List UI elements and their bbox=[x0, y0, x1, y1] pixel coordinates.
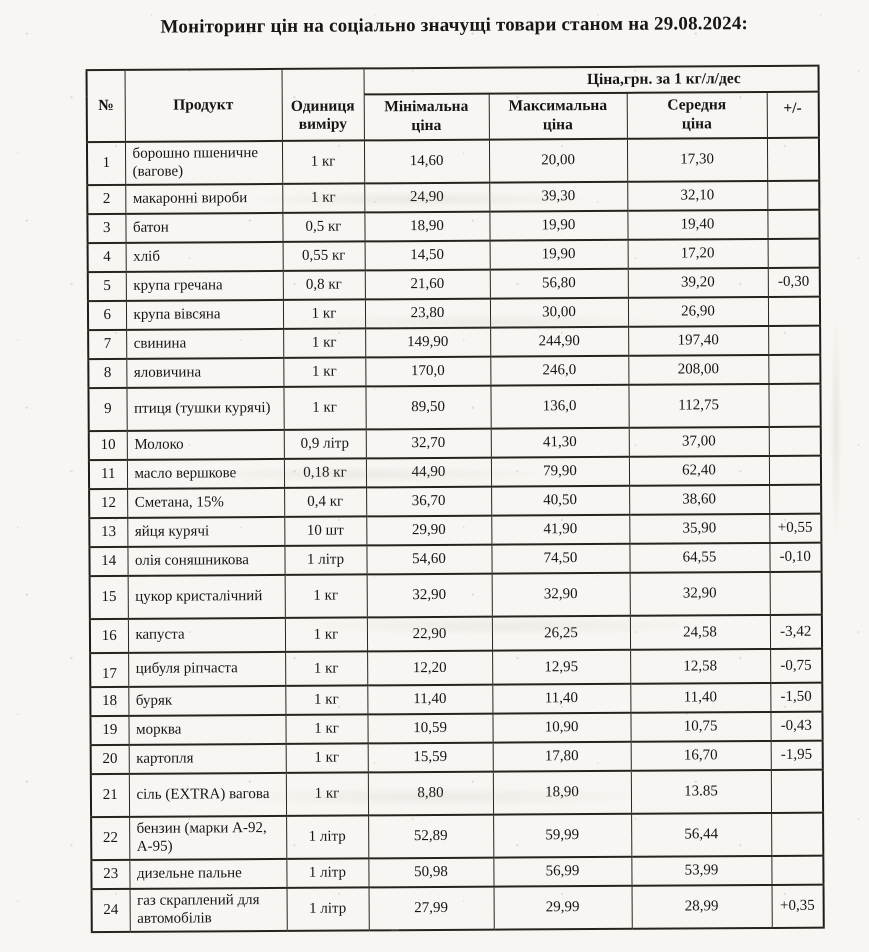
row-number: 15 bbox=[90, 576, 128, 619]
min-price: 11,40 bbox=[367, 685, 492, 715]
row-number: 3 bbox=[87, 214, 125, 243]
unit-value: 1 літр bbox=[286, 858, 368, 888]
min-price: 21,60 bbox=[365, 270, 490, 300]
row-number: 19 bbox=[90, 716, 128, 745]
avg-price: 208,00 bbox=[628, 355, 768, 385]
avg-price: 16,70 bbox=[631, 741, 771, 771]
max-price: 246,0 bbox=[490, 356, 628, 386]
max-price: 41,30 bbox=[491, 428, 629, 458]
table-row bbox=[89, 514, 821, 547]
avg-price: 38,60 bbox=[629, 485, 769, 515]
delta-value: -0,75 bbox=[770, 649, 822, 683]
product-name: макаронні вироби bbox=[125, 184, 282, 214]
unit-value: 1 кг bbox=[285, 574, 367, 618]
table-row bbox=[87, 138, 819, 185]
max-price: 30,00 bbox=[490, 298, 628, 328]
product-name: крупа гречана bbox=[126, 271, 283, 301]
delta-value bbox=[768, 384, 820, 427]
avg-price: 62,40 bbox=[629, 456, 769, 486]
product-name: масло вершкове bbox=[127, 459, 284, 489]
table-row bbox=[89, 543, 821, 576]
avg-price: 17,30 bbox=[627, 138, 767, 182]
unit-value: 1 літр bbox=[284, 545, 366, 575]
delta-value: -0,43 bbox=[770, 712, 822, 741]
max-price: 40,50 bbox=[491, 486, 629, 516]
product-name: капуста bbox=[128, 618, 285, 653]
table-row bbox=[91, 770, 823, 817]
unit-value: 1 кг bbox=[282, 183, 364, 213]
delta-value bbox=[769, 456, 821, 485]
max-price: 136,0 bbox=[490, 385, 628, 429]
delta-value bbox=[767, 181, 819, 210]
delta-value bbox=[771, 856, 823, 885]
delta-value bbox=[771, 813, 823, 856]
max-price: 32,90 bbox=[492, 573, 630, 617]
product-name: батон bbox=[125, 213, 282, 243]
max-price: 19,90 bbox=[490, 240, 628, 270]
product-name: свинина bbox=[126, 329, 283, 359]
min-price: 32,90 bbox=[367, 574, 492, 618]
min-price: 32,70 bbox=[366, 429, 491, 459]
table-row bbox=[88, 239, 820, 272]
delta-value bbox=[767, 210, 819, 239]
avg-price: 56,44 bbox=[631, 813, 771, 857]
max-price: 41,90 bbox=[491, 515, 629, 545]
unit-value: 0,9 літр bbox=[284, 429, 366, 459]
col-header-delta: +/- bbox=[767, 92, 819, 138]
min-price: 170,0 bbox=[365, 357, 490, 387]
product-name: цибуля ріпчаста bbox=[128, 652, 285, 687]
row-number: 4 bbox=[88, 243, 126, 272]
avg-price: 64,55 bbox=[629, 543, 769, 573]
min-price: 24,90 bbox=[364, 183, 489, 213]
delta-value: -3,42 bbox=[770, 615, 822, 649]
unit-value: 1 кг bbox=[283, 357, 365, 387]
product-name: сіль (EXTRA) вагова bbox=[129, 773, 286, 817]
unit-value: 1 кг bbox=[285, 651, 367, 686]
row-number: 20 bbox=[91, 745, 129, 774]
row-number: 2 bbox=[87, 185, 125, 214]
min-price: 44,90 bbox=[366, 458, 491, 488]
table-row bbox=[88, 297, 820, 330]
min-price: 36,70 bbox=[366, 487, 491, 517]
avg-price: 17,20 bbox=[628, 239, 768, 269]
avg-price: 24,58 bbox=[630, 615, 770, 650]
table-row bbox=[87, 210, 819, 243]
product-name: олія соняшникова bbox=[127, 546, 284, 576]
product-name: птиця (тушки курячі) bbox=[126, 387, 283, 431]
min-price: 23,80 bbox=[365, 299, 490, 329]
product-name: газ скраплений для автомобілів bbox=[130, 888, 287, 932]
row-number: 1 bbox=[87, 142, 125, 185]
table-row bbox=[88, 326, 820, 359]
unit-value: 1 літр bbox=[286, 815, 368, 859]
delta-value bbox=[768, 326, 820, 355]
row-number: 5 bbox=[88, 272, 126, 301]
min-price: 14,60 bbox=[364, 140, 489, 184]
avg-price: 11,40 bbox=[630, 683, 770, 713]
delta-value: -1,95 bbox=[771, 741, 823, 770]
col-header-max-price: Максимальна ціна bbox=[489, 93, 627, 140]
max-price: 79,90 bbox=[491, 457, 629, 487]
product-name: хліб bbox=[126, 242, 283, 272]
table-row bbox=[90, 572, 822, 619]
min-price: 54,60 bbox=[366, 545, 491, 575]
max-price: 20,00 bbox=[489, 139, 627, 183]
max-price: 11,40 bbox=[492, 684, 630, 714]
max-price: 39,30 bbox=[489, 182, 627, 212]
product-name: дизельне пальне bbox=[129, 859, 286, 889]
row-number: 8 bbox=[88, 359, 126, 388]
avg-price: 53,99 bbox=[631, 856, 771, 886]
unit-value: 0,8 кг bbox=[283, 270, 365, 300]
max-price: 26,25 bbox=[492, 616, 630, 651]
unit-value: 1 кг bbox=[286, 772, 368, 816]
product-name: Сметана, 15% bbox=[127, 488, 284, 518]
unit-value: 1 кг bbox=[285, 617, 367, 652]
max-price: 19,90 bbox=[489, 211, 627, 241]
max-price: 56,80 bbox=[490, 269, 628, 299]
row-number: 14 bbox=[89, 547, 127, 576]
delta-value bbox=[769, 427, 821, 456]
row-number: 18 bbox=[90, 687, 128, 716]
row-number: 16 bbox=[90, 619, 128, 653]
product-name: цукор кристалічний bbox=[128, 575, 285, 619]
table-body bbox=[87, 138, 824, 932]
table-row bbox=[89, 456, 821, 489]
min-price: 18,90 bbox=[364, 212, 489, 242]
avg-price: 19,40 bbox=[627, 210, 767, 240]
scan-artifact-dash: -- bbox=[390, 922, 399, 938]
delta-value: +0,35 bbox=[772, 885, 824, 928]
unit-value: 0,18 кг bbox=[284, 458, 366, 488]
avg-price: 35,90 bbox=[629, 514, 769, 544]
table-row bbox=[88, 268, 820, 301]
max-price: 244,90 bbox=[490, 327, 628, 357]
product-name: буряк bbox=[128, 686, 285, 716]
col-header-number: № bbox=[87, 70, 125, 142]
avg-price: 37,00 bbox=[629, 427, 769, 457]
col-header-price-group: Ціна,грн. за 1 кг/л/дес bbox=[364, 66, 819, 95]
row-number: 24 bbox=[92, 889, 130, 932]
table-header bbox=[87, 66, 819, 142]
row-number: 10 bbox=[89, 431, 127, 460]
max-price: 17,80 bbox=[493, 742, 631, 772]
min-price: 149,90 bbox=[365, 328, 490, 358]
product-name: Молоко bbox=[127, 430, 284, 460]
delta-value bbox=[769, 485, 821, 514]
unit-value: 0,4 кг bbox=[284, 487, 366, 517]
product-name: борошно пшеничне (вагове) bbox=[125, 141, 282, 185]
table-row bbox=[91, 856, 823, 889]
delta-value: +0,55 bbox=[769, 514, 821, 543]
max-price: 56,99 bbox=[493, 857, 631, 887]
delta-value bbox=[770, 572, 822, 615]
unit-value: 1 кг bbox=[285, 714, 367, 744]
min-price: 52,89 bbox=[368, 815, 493, 859]
row-number: 13 bbox=[89, 518, 127, 547]
product-name: морква bbox=[128, 715, 285, 745]
min-price: 12,20 bbox=[367, 651, 492, 686]
min-price: 10,59 bbox=[367, 714, 492, 744]
col-header-product: Продукт bbox=[125, 69, 282, 142]
table-row bbox=[92, 885, 824, 932]
unit-value: 0,55 кг bbox=[283, 241, 365, 271]
max-price: 74,50 bbox=[491, 544, 629, 574]
unit-value: 1 кг bbox=[283, 328, 365, 358]
row-number: 6 bbox=[88, 301, 126, 330]
price-monitoring-table bbox=[86, 65, 825, 933]
min-price: 8,80 bbox=[368, 772, 493, 816]
col-header-avg-price: Середня ціна bbox=[627, 92, 767, 139]
row-number: 22 bbox=[91, 817, 129, 860]
delta-value bbox=[771, 770, 823, 813]
max-price: 29,99 bbox=[494, 886, 632, 930]
delta-value bbox=[768, 297, 820, 326]
product-name: яловичина bbox=[126, 358, 283, 388]
unit-value: 1 кг bbox=[282, 140, 364, 184]
avg-price: 10,75 bbox=[630, 712, 770, 742]
table-row bbox=[90, 712, 822, 745]
table-row bbox=[90, 649, 822, 687]
row-number: 11 bbox=[89, 460, 127, 489]
product-name: крупа вівсяна bbox=[126, 300, 283, 330]
min-price: 15,59 bbox=[368, 743, 493, 773]
unit-value: 0,5 кг bbox=[282, 212, 364, 242]
delta-value: -1,50 bbox=[770, 683, 822, 712]
max-price: 59,99 bbox=[493, 814, 631, 858]
delta-value: -0,10 bbox=[769, 543, 821, 572]
unit-value: 1 кг bbox=[283, 299, 365, 329]
min-price: 27,99 bbox=[369, 887, 494, 931]
avg-price: 112,75 bbox=[628, 384, 768, 428]
delta-value: -0,30 bbox=[768, 268, 820, 297]
col-header-min-price: Мінімальна ціна bbox=[364, 94, 489, 141]
product-name: бензин (марки А-92, А-95) bbox=[129, 816, 286, 860]
avg-price: 13.85 bbox=[631, 770, 771, 814]
row-number: 17 bbox=[90, 653, 128, 687]
product-name: картопля bbox=[129, 744, 286, 774]
table-row bbox=[90, 615, 822, 653]
unit-value: 10 шт bbox=[284, 516, 366, 546]
table-row bbox=[88, 384, 820, 431]
row-number: 21 bbox=[91, 774, 129, 817]
min-price: 89,50 bbox=[365, 386, 490, 430]
avg-price: 28,99 bbox=[632, 885, 772, 929]
min-price: 14,50 bbox=[365, 241, 490, 271]
table-row bbox=[90, 683, 822, 716]
delta-value bbox=[767, 138, 819, 181]
unit-value: 1 кг bbox=[283, 386, 365, 430]
min-price: 29,90 bbox=[366, 516, 491, 546]
avg-price: 12,58 bbox=[630, 649, 770, 684]
table-row bbox=[91, 813, 823, 860]
avg-price: 26,90 bbox=[628, 297, 768, 327]
product-name: яйця курячі bbox=[127, 517, 284, 547]
table-row bbox=[91, 741, 823, 774]
unit-value: 1 літр bbox=[287, 887, 369, 931]
max-price: 12,95 bbox=[492, 650, 630, 685]
unit-value: 1 кг bbox=[286, 743, 368, 773]
table-row bbox=[88, 355, 820, 388]
avg-price: 197,40 bbox=[628, 326, 768, 356]
delta-value bbox=[768, 239, 820, 268]
avg-price: 32,90 bbox=[630, 572, 770, 616]
table-row bbox=[89, 485, 821, 518]
page-title: Моніторинг цін на соціально значущі товари станом на 29.08.2024: bbox=[160, 13, 749, 38]
row-number: 23 bbox=[91, 860, 129, 889]
row-number: 12 bbox=[89, 489, 127, 518]
unit-value: 1 кг bbox=[285, 685, 367, 715]
row-number: 9 bbox=[88, 388, 126, 431]
min-price: 50,98 bbox=[368, 858, 493, 888]
avg-price: 39,20 bbox=[628, 268, 768, 298]
table-row bbox=[89, 427, 821, 460]
avg-price: 32,10 bbox=[627, 181, 767, 211]
delta-value bbox=[768, 355, 820, 384]
max-price: 18,90 bbox=[493, 771, 631, 815]
col-header-unit: Одиниця виміру bbox=[282, 68, 364, 140]
max-price: 10,90 bbox=[492, 713, 630, 743]
min-price: 22,90 bbox=[367, 617, 492, 652]
row-number: 7 bbox=[88, 330, 126, 359]
table-row bbox=[87, 181, 819, 214]
